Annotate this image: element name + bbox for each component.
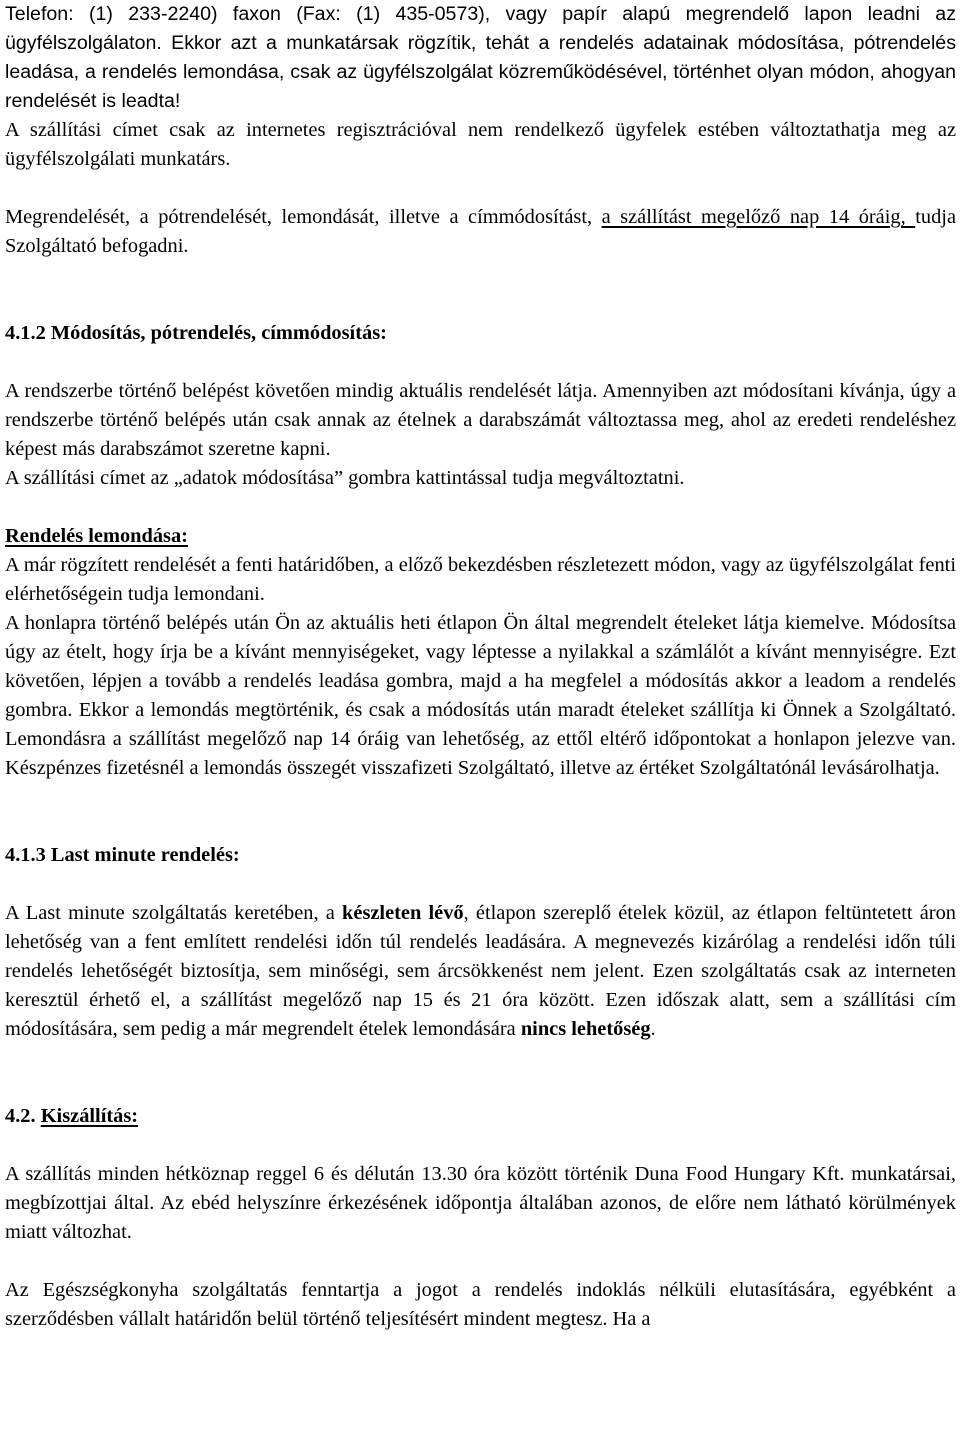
section-42-heading: [5, 1102, 956, 1131]
lastminute-bold-no-option: nincs lehetőség: [520, 1018, 651, 1040]
cancel-paragraph-1: A már rögzített rendelését a fenti határidőben, a előző bekezdésben részletezett módon, vagy az ügyfélszolgálat fenti elérhetőségein tudja lemondani.: [5, 554, 956, 605]
section-413-heading: 4.1.3 Last minute rendelés:: [5, 844, 240, 866]
section-412-paragraph-1: A rendszerbe történő belépést követően mindig aktuális rendelését látja. Amennyiben azt módosítani kívánja, úgy a rendszerbe történő belépés után csak annak az ételnek a darabszámát változtassa meg, ahol az eredeti rendeléshez képest más darabszámot szeretne kapni.: [5, 380, 956, 460]
intro-paragraph: Telefon: (1) 233-2240) faxon (Fax: (1) 435-0573), vagy papír alapú megrendelő lapon leadni az ügyfélszolgálaton. Ekkor azt a munkatársak rögzítik, tehát a rendelés adatainak módosítása, pótrendelés leadása, a rendelés lemondása, csak az ügyfélszolgálat közreműködésével, történhet olyan módon, ahogyan rendelését is leadta!: [5, 3, 956, 112]
deadline-text-after: tudja Szolgáltató befogadni.: [5, 206, 956, 257]
deadline-text-before: Megrendelését, a pótrendelését, lemondását, illetve a címmódosítást,: [5, 206, 602, 228]
cancel-heading: Rendelés lemondása:: [5, 525, 188, 547]
section-42-paragraph-2: Az Egészségkonyha szolgáltatás fenntartja a jogot a rendelés indoklás nélküli elutasítására, egyébként a szerződésben vállalt határidőn belül történő teljesítésért mindent megtesz. Ha a: [5, 1279, 956, 1330]
section-412-heading: 4.1.2 Módosítás, pótrendelés, címmódosítás:: [5, 322, 387, 344]
section-42-paragraph-1: A szállítás minden hétköznap reggel 6 és délután 13.30 óra között történik Duna Food Hungary Kft. munkatársai, megbízottjai által. Az ebéd helyszínre érkezésének időpontja általában azonos, de előre nem látható körülmények miatt változhat.: [5, 1163, 956, 1243]
address-note-paragraph: A szállítási címet csak az internetes regisztrációval nem rendelkező ügyfelek estében változtathatja meg az ügyfélszolgálati munkatárs.: [5, 119, 956, 170]
deadline-underlined-text: a szállítást megelőző nap 14 óráig,: [601, 206, 916, 228]
section-412-paragraph-2: A szállítási címet az „adatok módosítása” gombra kattintással tudja megváltoztatni.: [5, 467, 685, 489]
lastminute-text-middle: , étlapon szereplő ételek közül, az étlapon feltüntetett áron lehetőség van a fent említett rendelési időn túl rendelés leadására. A megnevezés kizárólag a rendelési időn túli rendelés lehetőségét biztosítja, sem minőségi, sem árcsökkenést nem jelent. Ezen szolgáltatás csak az interneten keresztül érhető el, a szállítást megelőző nap 15 és 21 óra között. Ezen időszak alatt, sem a szállítási cím módosítására, sem pedig a már megrendelt ételek lemondására: [5, 902, 956, 1040]
lastminute-text-before: A Last minute szolgáltatás keretében, a: [5, 902, 343, 924]
section-42-number: 4.2.: [5, 1105, 41, 1127]
deadline-paragraph: [5, 203, 956, 261]
lastminute-bold-stock: készleten lévő: [342, 902, 464, 924]
section-42-title: Kiszállítás:: [40, 1105, 139, 1127]
section-413-paragraph: [5, 899, 956, 1044]
cancel-paragraph-2: A honlapra történő belépés után Ön az aktuális heti étlapon Ön által megrendelt ételeket látja kiemelve. Módosítsa úgy az ételt, hogy írja be a kívánt mennyiségeket, vagy léptesse a nyilakkal a számlálót a kívánt mennyiségre. Ezt követően, lépjen a tovább a rendelés leadása gombra, majd a ha megfelel a módosítás akkor a leadom a rendelés gombra. Ekkor a lemondás megtörténik, és csak a módosítás után maradt ételeket szállítja ki Önnek a Szolgáltató. Lemondásra a szállítást megelőző nap 14 óráig van lehetőség, az ettől eltérő időpontokat a honlapon jelezve van. Készpénzes fizetésnél a lemondás összegét visszafizeti Szolgáltató, illetve az értéket Szolgáltatónál levásárolhatja.: [5, 612, 956, 779]
lastminute-text-end: .: [650, 1018, 656, 1040]
